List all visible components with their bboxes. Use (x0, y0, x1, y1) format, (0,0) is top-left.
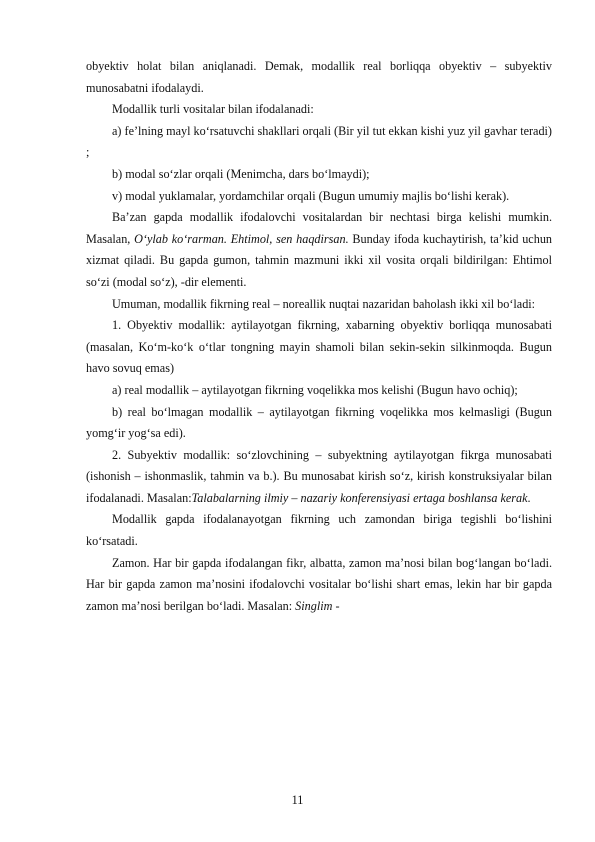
paragraph-11 (86, 445, 552, 510)
paragraph-11-example: Talabalarning ilmiy – nazariy konferensiyasi ertaga boshlansa kerak (191, 490, 528, 505)
paragraph-11-text: 2. Subyektiv modallik: so‘zlovchining – subyektning aytilayotgan fikrga munosabati (ishonish – ishonmaslik, tahmin va b.). Bu munosabat kirish so‘z, kirish konstruksiyalar bilan ifodalanadi. Masalan: (86, 447, 552, 505)
paragraph-11-rest: . (527, 490, 531, 505)
paragraph-6-text: Ba’zan gapda modallik ifodalovchi vositalardan bir nechtasi birga kelishi mumkin. Masalan, (86, 210, 552, 246)
paragraph-4: b) modal so‘zlar orqali (Menimcha, dars bo‘lmaydi); (112, 166, 370, 181)
paragraph-3: a) fe’lning mayl ko‘rsatuvchi shakllari orqali (Bir yil tut ekkan kishi yuz yil gavhar teradi) ; (86, 123, 552, 160)
paragraph-2: Modallik turli vositalar bilan ifodalanadi: (112, 102, 314, 117)
paragraph-8: 1. Obyektiv modallik: aytilayotgan fikrning, xabarning obyektiv borliqqa munosabati (masalan, Ko‘m-ko‘k o‘tlar tongning mayin shamoli bilan sekin-sekin silkinmoqda. Bugun havo sovuq emas) (86, 318, 552, 376)
paragraph-9: a) real modallik – aytilayotgan fikrning voqelikka mos kelishi (Bugun havo ochiq); (112, 382, 518, 397)
paragraph-12: Modallik gapda ifodalanayotgan fikrning uch zamondan biriga tegishli bo‘lishini ko‘rsatadi. (86, 512, 552, 549)
page-number: 11 (291, 793, 304, 807)
paragraph-10: b) real bo‘lmagan modallik – aytilayotgan fikrning voqelikka mos kelmasligi (Bugun yomg‘ir yog‘sa edi). (86, 404, 552, 441)
paragraph-6-example: O‘ylab ko‘rarman. Ehtimol, sen haqdirsan. (134, 231, 349, 246)
paragraph-13 (86, 553, 552, 618)
paragraph-7: Umuman, modallik fikrning real – noreallik nuqtai nazaridan baholash ikki xil bo‘ladi: (112, 296, 536, 311)
paragraph-6 (86, 207, 552, 293)
paragraph-13-text: Zamon. Har bir gapda ifodalangan fikr, albatta, zamon ma’nosi bilan bog‘langan bo‘ladi. Har bir gapda zamon ma’nosini ifodalovchi vositalar bo‘lishi shart emas, lekin har bir gapda zamon ma’nosi berilgan bo‘ladi. Masalan: (86, 555, 552, 613)
paragraph-13-rest: - (332, 598, 340, 613)
paragraph-1: obyektiv holat bilan aniqlanadi. Demak, modallik real borliqqa obyektiv – subyektiv munosabatni ifodalaydi. (86, 59, 552, 95)
paragraph-13-example: Singlim (295, 598, 333, 613)
paragraph-5: v) modal yuklamalar, yordamchilar orqali (Bugun umumiy majlis bo‘lishi kerak). (112, 188, 510, 203)
paragraph-6-rest: Bunday ifoda kuchaytirish, ta’kid uchun xizmat qiladi. Bu gapda gumon, tahmin mazmuni ikki xil vosita orqali bildirilgan: Ehtimol so‘zi (modal so‘z), -dir elementi. (86, 231, 553, 289)
document-body (86, 56, 552, 617)
